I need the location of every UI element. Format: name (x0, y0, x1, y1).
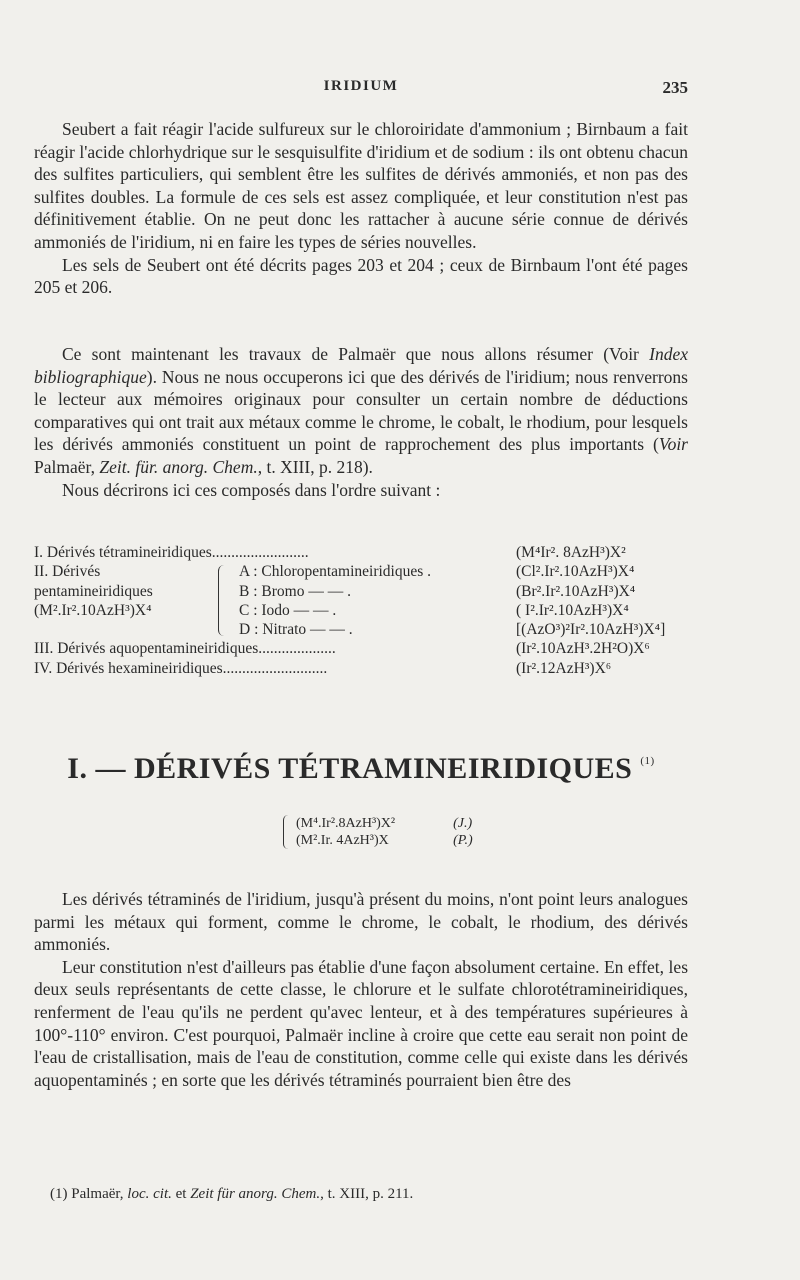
text-run: Palmaër, (34, 456, 100, 477)
page-number: 235 (662, 78, 688, 97)
text-run: et (171, 1186, 191, 1202)
paragraph-order: Nous décrirons ici ces composés dans l'ordre suivant : (62, 479, 441, 500)
paragraph-analogues: Les dérivés tétraminés de l'iridium, jusqu'à présent du moins, n'ont point leurs analogues parmi les métaux qui forment, comme le chrome, le cobalt, le rhodium, des dérivés ammoniés. (34, 889, 688, 955)
list-item-formula: (M⁴Ir². 8AzH³)X² (516, 544, 626, 561)
italic-run: Voir (658, 434, 688, 455)
paragraph-constitution: Leur constitution n'est d'ailleurs pas établie d'une façon absolument certaine. En effet, les deux seuls représentants de cette classe, le chlorure et le sulfate chlorotétramineiridiques, renferment de l'eau qu'ils ne perdent qu'avec lenteur, et à des températures supérieures à 100°-110° environ. C'est pourquoi, Palmaër incline à croire que cette eau serait non point de l'eau de cristallisation, mais de l'eau de constitution, comme celle qui existe dans les dérivés aquopentaminés ; en sorte que les dérivés tétraminés pourraient bien être des (34, 956, 688, 1090)
list-item (239, 601, 690, 620)
list-item-label: I. Dérivés tétramineiridiques......................... (34, 544, 309, 561)
text-run: , t. XIII, p. 211. (320, 1186, 414, 1202)
tetramine-section (34, 888, 688, 1091)
list-item-label: A : Chloropentamineiridiques . (239, 563, 432, 581)
pentamine-group (34, 562, 690, 639)
section-heading-text: I. — DÉRIVÉS TÉTRAMINEIRIDIQUES (67, 752, 633, 785)
compound-classification-list (34, 543, 690, 678)
formula-author-column (453, 815, 473, 849)
list-item-label: B : Bromo — — . (239, 582, 351, 600)
text-run: ). Nous ne nous occuperons ici que des dérivés de l'iridium; nous renverrons le lecteur aux mémoires originaux pour consulter un certain nombre de déductions comparatives qui ont trait aux métaux comme le chrome, le cobalt, le rhodium, pour lesquels les dérivés ammoniés constituent un point de rapprochement des plus importants ( (34, 366, 688, 455)
group-subitems (239, 562, 690, 639)
paragraph-palmaer (34, 343, 688, 479)
formula: (M⁴.Ir².8AzH³)X² (296, 816, 396, 831)
running-title: IRIDIUM (323, 78, 399, 94)
italic-run: Zeit. für. anorg. Chem. (99, 456, 258, 477)
footnote (50, 1186, 413, 1203)
paragraph-pages-reference: Les sels de Seubert ont été décrits pages 203 et 204 ; ceux de Birnbaum l'ont été pages 205 et 206. (34, 254, 688, 298)
list-item-label: C : Iodo — — . (239, 601, 337, 619)
list-item-label: III. Dérivés aquopentamineiridiques.................... (34, 640, 336, 658)
italic-run: loc. cit. (127, 1186, 172, 1202)
italic-run: Index bibliographique (34, 344, 688, 387)
group-label (34, 562, 214, 639)
list-item (34, 659, 690, 678)
list-item (239, 562, 690, 581)
formula-author: (J.) (453, 816, 473, 831)
text-run: , t. XIII, p. 218). (257, 456, 373, 477)
page-header (34, 78, 688, 100)
brace-symbol (218, 565, 233, 636)
palmaer-section (34, 343, 688, 501)
group-label-line: (M².Ir².10AzH³)X⁴ (34, 601, 152, 619)
list-item (34, 639, 690, 658)
list-item-formula: (Ir².12AzH³)X⁶ (516, 659, 612, 677)
text-run: Ce sont maintenant les travaux de Palmaër que nous allons résumer (Voir (62, 344, 650, 364)
group-label-line: II. Dérivés (34, 563, 101, 581)
list-item-label: D : Nitrato — — . (239, 621, 353, 639)
list-item (34, 543, 690, 562)
italic-run: Zeit für anorg. Chem. (190, 1186, 321, 1202)
paragraph-seubert-birnbaum: Seubert a fait réagir l'acide sulfureux sur le chloroiridate d'ammonium ; Birnbaum a fait réagir l'acide chlorhydrique sur le sesquisulfite d'iridium et de sodium : ils ont obtenu chacun des sulfites particuliers, qui semblent être les sulfites de dérivés ammoniés, et non pas des sulfites doubles. La formule de ces sels est assez compliquée, et leur constitution n'est pas définitivement établie. On ne peut donc les rattacher à aucune série connue de dérivés ammoniés de l'iridium, ni en faire les types de séries nouvelles. (34, 119, 688, 252)
list-item (239, 620, 690, 639)
text-run: (1) Palmaër, (50, 1186, 128, 1202)
list-item-formula: ( I².Ir².10AzH³)X⁴ (516, 601, 629, 619)
list-item-formula: (Cl².Ir².10AzH³)X⁴ (516, 563, 635, 581)
intro-section (34, 118, 688, 299)
section-heading (34, 752, 688, 786)
group-label-line: pentamineiridiques (34, 582, 153, 600)
footnote-marker: (1) (640, 755, 655, 767)
list-item (239, 582, 690, 601)
general-formulas (283, 815, 473, 849)
list-item-label: IV. Dérivés hexamineiridiques........................... (34, 659, 328, 677)
list-item-formula: [(AzO³)²Ir².10AzH³)X⁴] (516, 621, 666, 639)
formula-column (296, 815, 395, 849)
formula: (M².Ir. 4AzH³)X (296, 833, 389, 848)
brace-symbol (283, 815, 290, 849)
formula-author: (P.) (453, 833, 473, 848)
list-item-formula: (Ir².10AzH³.2H²O)X⁶ (516, 640, 650, 658)
list-item-formula: (Br².Ir².10AzH³)X⁴ (516, 582, 636, 600)
